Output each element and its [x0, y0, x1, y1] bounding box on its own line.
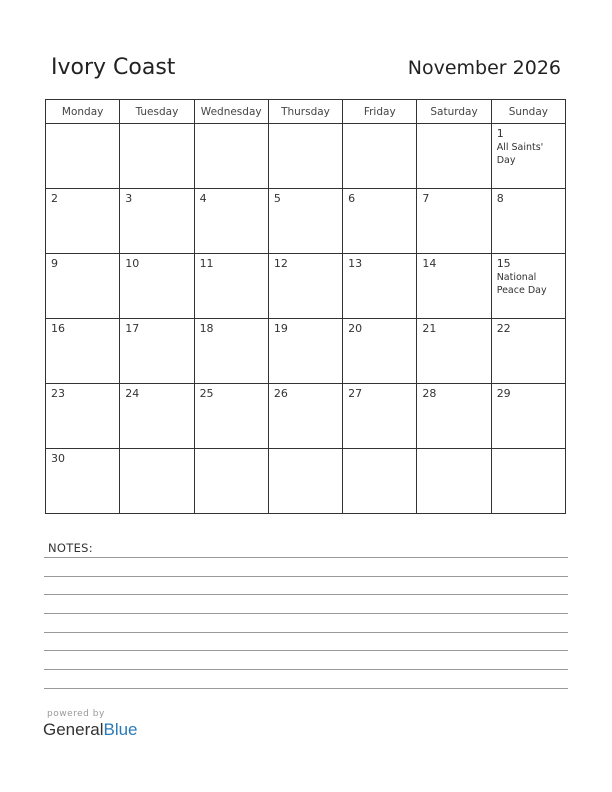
day-cell — [194, 384, 268, 449]
day-number: 26 — [273, 387, 288, 400]
day-cell — [268, 124, 342, 189]
day-cell — [343, 319, 417, 384]
week-row — [46, 189, 566, 254]
day-cell — [417, 124, 491, 189]
day-cell — [417, 254, 491, 319]
day-number: 11 — [199, 257, 214, 270]
day-cell — [268, 319, 342, 384]
day-number: 23 — [51, 387, 65, 400]
day-cell — [343, 254, 417, 319]
day-cell — [194, 449, 268, 514]
day-number: 21 — [422, 322, 437, 335]
day-cell — [343, 124, 417, 189]
day-cell — [417, 449, 491, 514]
weekday-saturday: Saturday — [417, 100, 491, 124]
day-number: 24 — [125, 387, 140, 400]
notes-line — [44, 613, 568, 614]
day-number: 5 — [273, 192, 281, 205]
day-number: 17 — [125, 322, 140, 335]
day-number: 10 — [125, 257, 140, 270]
notes-line — [44, 594, 568, 595]
week-row — [46, 384, 566, 449]
weekday-sunday: Sunday — [491, 100, 565, 124]
day-number: 29 — [496, 387, 511, 400]
day-number: 18 — [199, 322, 214, 335]
day-cell — [46, 319, 120, 384]
day-number: 15 — [496, 257, 511, 270]
day-cell — [194, 124, 268, 189]
notes-line — [44, 669, 568, 670]
brand-general: General — [43, 720, 104, 739]
day-cell — [194, 254, 268, 319]
day-number: 8 — [496, 192, 504, 205]
day-cell — [417, 319, 491, 384]
day-cell — [120, 189, 194, 254]
notes-line — [44, 688, 568, 689]
month-title: November 2026 — [407, 57, 561, 79]
day-cell — [343, 189, 417, 254]
day-cell — [417, 384, 491, 449]
day-cell — [46, 189, 120, 254]
day-cell — [194, 189, 268, 254]
day-number: 6 — [348, 192, 356, 205]
notes-line — [44, 576, 568, 577]
day-cell — [343, 449, 417, 514]
day-cell — [120, 449, 194, 514]
day-cell — [268, 384, 342, 449]
country-title: Ivory Coast — [51, 55, 176, 80]
day-cell — [268, 254, 342, 319]
day-cell — [46, 254, 120, 319]
week-row — [46, 124, 566, 189]
day-number: 1 — [496, 127, 504, 140]
notes-label: NOTES: — [48, 541, 93, 555]
day-cell — [46, 449, 120, 514]
day-cell — [120, 124, 194, 189]
weekday-header-row — [46, 100, 566, 124]
day-cell — [194, 319, 268, 384]
weekday-tuesday: Tuesday — [120, 100, 194, 124]
brand-blue: Blue — [103, 720, 138, 739]
weekday-thursday: Thursday — [268, 100, 342, 124]
day-cell — [417, 189, 491, 254]
day-cell — [491, 384, 565, 449]
day-cell — [46, 384, 120, 449]
weekday-monday: Monday — [46, 100, 120, 124]
day-number: 25 — [199, 387, 214, 400]
day-number: 16 — [51, 322, 65, 335]
day-cell — [268, 189, 342, 254]
day-cell — [343, 384, 417, 449]
day-number: 9 — [51, 257, 58, 270]
day-number: 3 — [125, 192, 133, 205]
day-cell — [491, 449, 565, 514]
day-cell — [491, 254, 565, 319]
weekday-wednesday: Wednesday — [194, 100, 268, 124]
day-cell — [120, 254, 194, 319]
day-cell — [491, 124, 565, 189]
day-number: 12 — [273, 257, 288, 270]
notes-line — [44, 632, 568, 633]
day-number: 20 — [348, 322, 363, 335]
day-cell — [491, 319, 565, 384]
day-cell — [268, 449, 342, 514]
calendar-grid — [45, 99, 566, 514]
powered-by-text: powered by — [47, 709, 105, 719]
day-number: 4 — [199, 192, 207, 205]
day-number: 28 — [422, 387, 437, 400]
day-number: 14 — [422, 257, 437, 270]
notes-line — [44, 650, 568, 651]
day-number: 22 — [496, 322, 511, 335]
day-number: 13 — [348, 257, 363, 270]
notes-line — [44, 557, 568, 558]
day-number: 7 — [422, 192, 430, 205]
brand-logo — [43, 720, 138, 740]
week-row — [46, 254, 566, 319]
day-cell — [120, 384, 194, 449]
holiday-label: National Peace Day — [496, 272, 547, 296]
holiday-label: All Saints' Day — [496, 142, 544, 166]
day-cell — [120, 319, 194, 384]
day-number: 19 — [273, 322, 288, 335]
weekday-friday: Friday — [343, 100, 417, 124]
day-cell — [491, 189, 565, 254]
day-number: 30 — [51, 452, 65, 465]
week-row — [46, 319, 566, 384]
day-number: 2 — [51, 192, 58, 205]
week-row — [46, 449, 566, 514]
day-cell — [46, 124, 120, 189]
day-number: 27 — [348, 387, 363, 400]
